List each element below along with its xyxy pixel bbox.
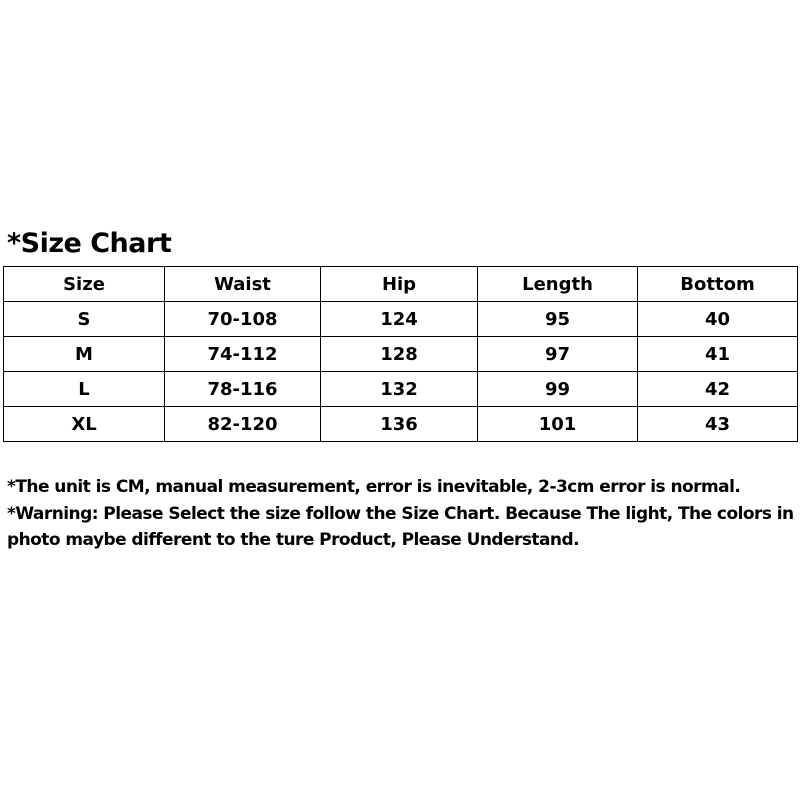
cell-waist: 78-116: [165, 372, 321, 407]
cell-bottom: 41: [638, 337, 798, 372]
cell-length: 99: [478, 372, 638, 407]
cell-waist: 70-108: [165, 302, 321, 337]
cell-hip: 132: [321, 372, 478, 407]
column-header-bottom: Bottom: [638, 267, 798, 302]
table-row: [4, 302, 798, 337]
cell-size: L: [4, 372, 165, 407]
column-header-size: Size: [4, 267, 165, 302]
cell-hip: 128: [321, 337, 478, 372]
size-chart-table: [3, 266, 798, 442]
column-header-length: Length: [478, 267, 638, 302]
table-row: [4, 407, 798, 442]
table-row: [4, 337, 798, 372]
page-title: *Size Chart: [7, 228, 172, 259]
cell-size: M: [4, 337, 165, 372]
cell-length: 101: [478, 407, 638, 442]
cell-size: S: [4, 302, 165, 337]
cell-length: 97: [478, 337, 638, 372]
cell-bottom: 42: [638, 372, 798, 407]
unit-note: *The unit is CM, manual measurement, error is inevitable, 2-3cm error is normal.: [7, 477, 741, 497]
table-header-row: [4, 267, 798, 302]
cell-size: XL: [4, 407, 165, 442]
cell-waist: 82-120: [165, 407, 321, 442]
notes-block: [7, 474, 797, 554]
cell-hip: 136: [321, 407, 478, 442]
column-header-hip: Hip: [321, 267, 478, 302]
cell-hip: 124: [321, 302, 478, 337]
cell-waist: 74-112: [165, 337, 321, 372]
table-row: [4, 372, 798, 407]
cell-length: 95: [478, 302, 638, 337]
cell-bottom: 43: [638, 407, 798, 442]
warning-note: *Warning: Please Select the size follow the Size Chart. Because The light, The colors in photo maybe different to the ture Product, Please Understand.: [7, 503, 794, 550]
column-header-waist: Waist: [165, 267, 321, 302]
cell-bottom: 40: [638, 302, 798, 337]
